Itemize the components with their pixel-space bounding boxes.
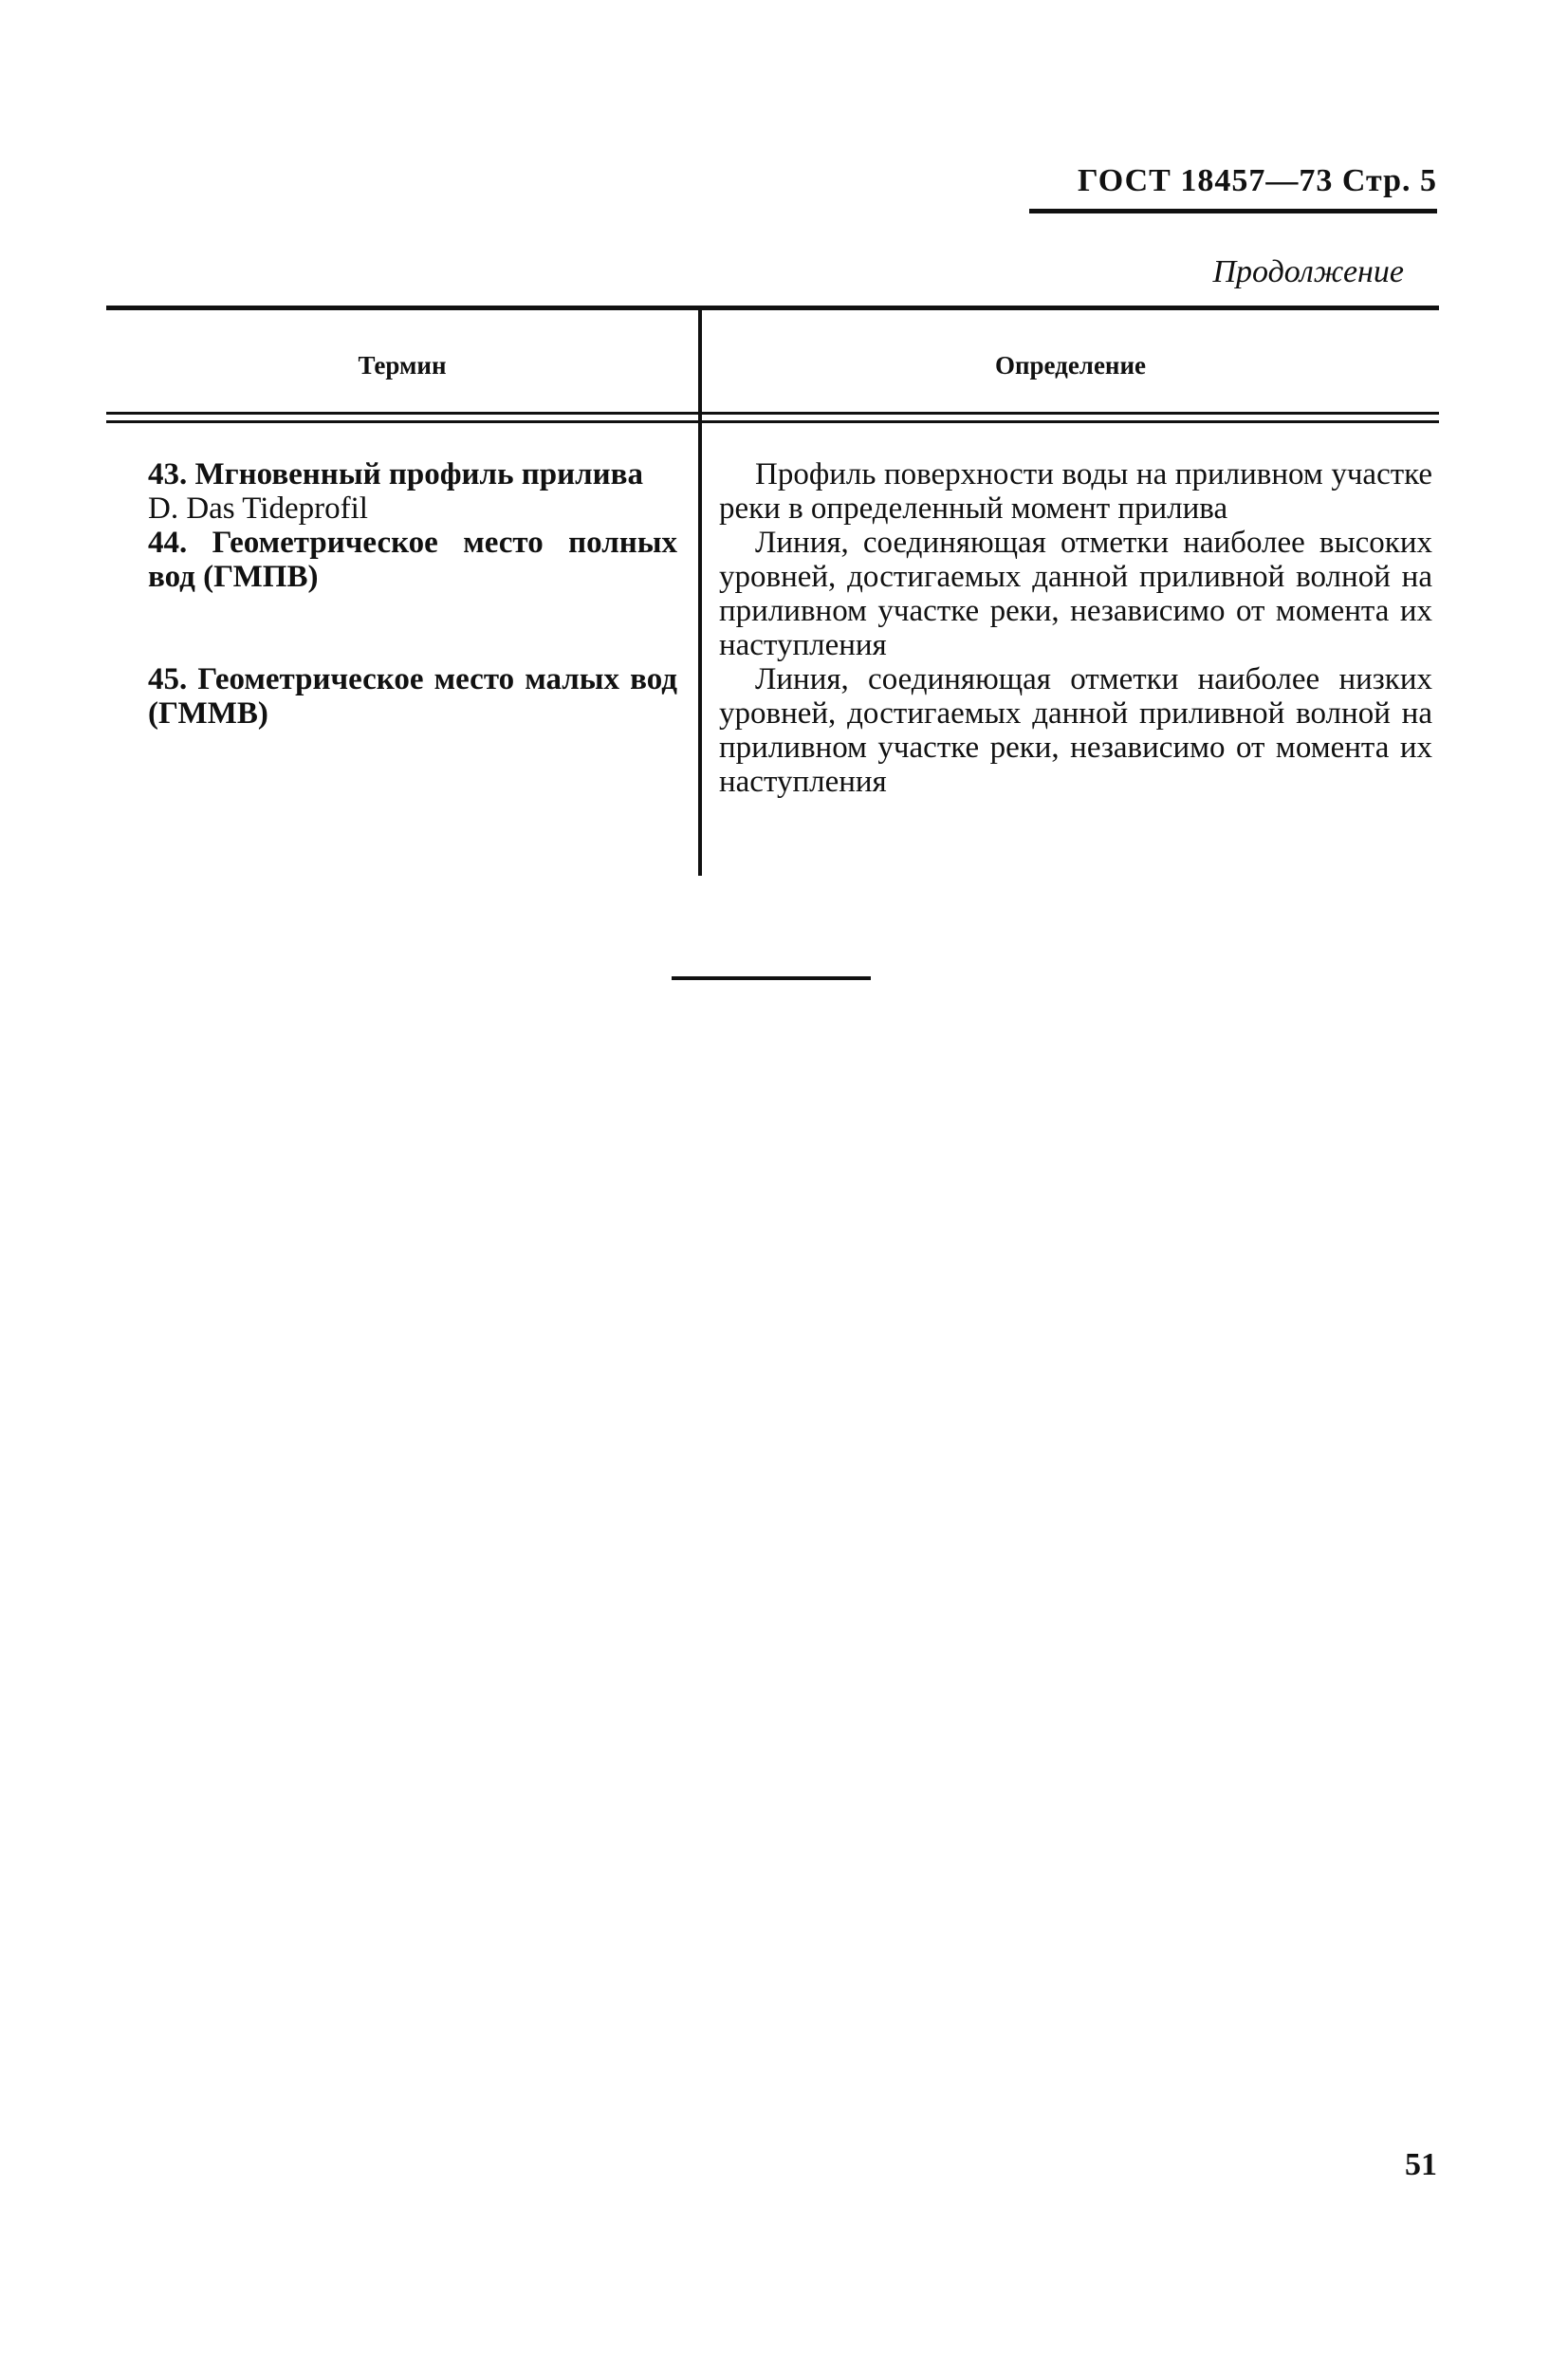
term-text: 45. Геометрическое место малых вод (ГММВ) [148, 662, 677, 731]
definition-text: Линия, соединяющая отметки наиболее низких уровней, достигаемых данной приливной волной на приливном участке реки, независимо от момента их наступления [719, 662, 1432, 799]
term-entry [112, 662, 677, 731]
column-header-definition: Определение [994, 351, 1147, 380]
page-header: ГОСТ 18457—73 Стр. 5 [1077, 163, 1437, 198]
term-entry [112, 457, 677, 526]
table-top-rule [106, 306, 1439, 310]
header-double-rule-top [106, 412, 1439, 415]
term-entry [112, 526, 677, 594]
definition-text: Линия, соединяющая отметки наиболее высоких уровней, достигаемых данной приливной волной на приливном участке реки, независимо от момента их наступления [719, 526, 1432, 662]
header-rule [1029, 209, 1437, 213]
definitions-column [719, 457, 1432, 799]
foreign-equivalent: D. Das Tideprofil [148, 491, 368, 526]
page-number: 51 [1405, 2147, 1437, 2182]
end-rule [672, 976, 871, 980]
continuation-label: Продолжение [1212, 254, 1404, 289]
column-header-term: Термин [358, 351, 447, 380]
term-text: 44. Геометрическое место полных вод (ГМПВ) [148, 526, 677, 594]
term-text: 43. Мгновенный профиль прилива [148, 457, 644, 491]
terms-column [112, 457, 677, 731]
definition-text: Профиль поверхности воды на приливном участке реки в определенный момент прилива [719, 457, 1432, 526]
header-double-rule-bottom [106, 420, 1439, 423]
column-divider [698, 310, 702, 876]
